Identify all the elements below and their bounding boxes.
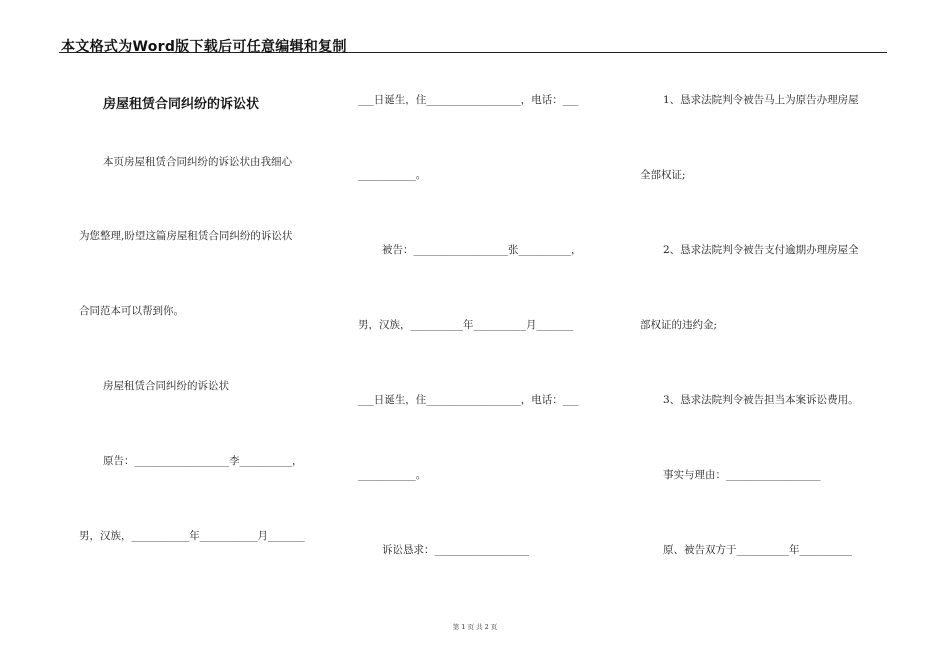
column-1-line-5: 原告：__________________李__________， bbox=[103, 455, 303, 467]
column-1-line-4: 房屋租赁合同纠纷的诉讼状 bbox=[103, 380, 229, 392]
column-3-line-3: 2、恳求法院判令被告支付逾期办理房屋全 bbox=[663, 244, 859, 256]
column-2-line-1: ___日诞生，住__________________，电话：___ bbox=[358, 94, 579, 106]
column-2-line-6: ___________。 bbox=[358, 469, 427, 481]
column-3-line-5: 3、恳求法院判令被告担当本案诉讼费用。 bbox=[663, 394, 859, 406]
document-banner: 本文格式为Word版下载后可任意编辑和复制 bbox=[61, 39, 347, 55]
column-1-line-1: 本页房屋租赁合同纠纷的诉讼状由我细心 bbox=[103, 156, 292, 168]
column-3-line-7: 原、被告双方于__________年__________ bbox=[663, 544, 852, 556]
column-1-line-3: 合同范本可以帮到你。 bbox=[79, 305, 184, 317]
column-2-line-2: ___________。 bbox=[358, 169, 427, 181]
column-2-line-4: 男，汉族，__________年__________月_______ bbox=[358, 319, 574, 331]
column-3-line-4: 部权证的违约金; bbox=[640, 319, 718, 331]
document-title: 房屋租赁合同纠纷的诉讼状 bbox=[103, 97, 260, 112]
column-1-line-6: 男，汉族，___________年___________月_______ bbox=[79, 530, 305, 542]
page-number: 第 1 页 共 2 页 bbox=[452, 623, 498, 631]
column-1-line-2: 为您整理,盼望这篇房屋租赁合同纠纷的诉讼状 bbox=[79, 230, 293, 242]
column-2-line-3: 被告：__________________张__________， bbox=[382, 244, 582, 256]
column-3-line-2: 全部权证; bbox=[640, 169, 686, 181]
column-3-line-1: 1、恳求法院判令被告马上为原告办理房屋 bbox=[663, 94, 859, 106]
column-2-line-7: 诉讼恳求：__________________ bbox=[382, 544, 529, 556]
header-divider bbox=[59, 52, 887, 53]
column-3-line-6: 事实与理由：__________________ bbox=[663, 469, 821, 481]
column-2-line-5: ___日诞生，住__________________，电话：___ bbox=[358, 394, 579, 406]
